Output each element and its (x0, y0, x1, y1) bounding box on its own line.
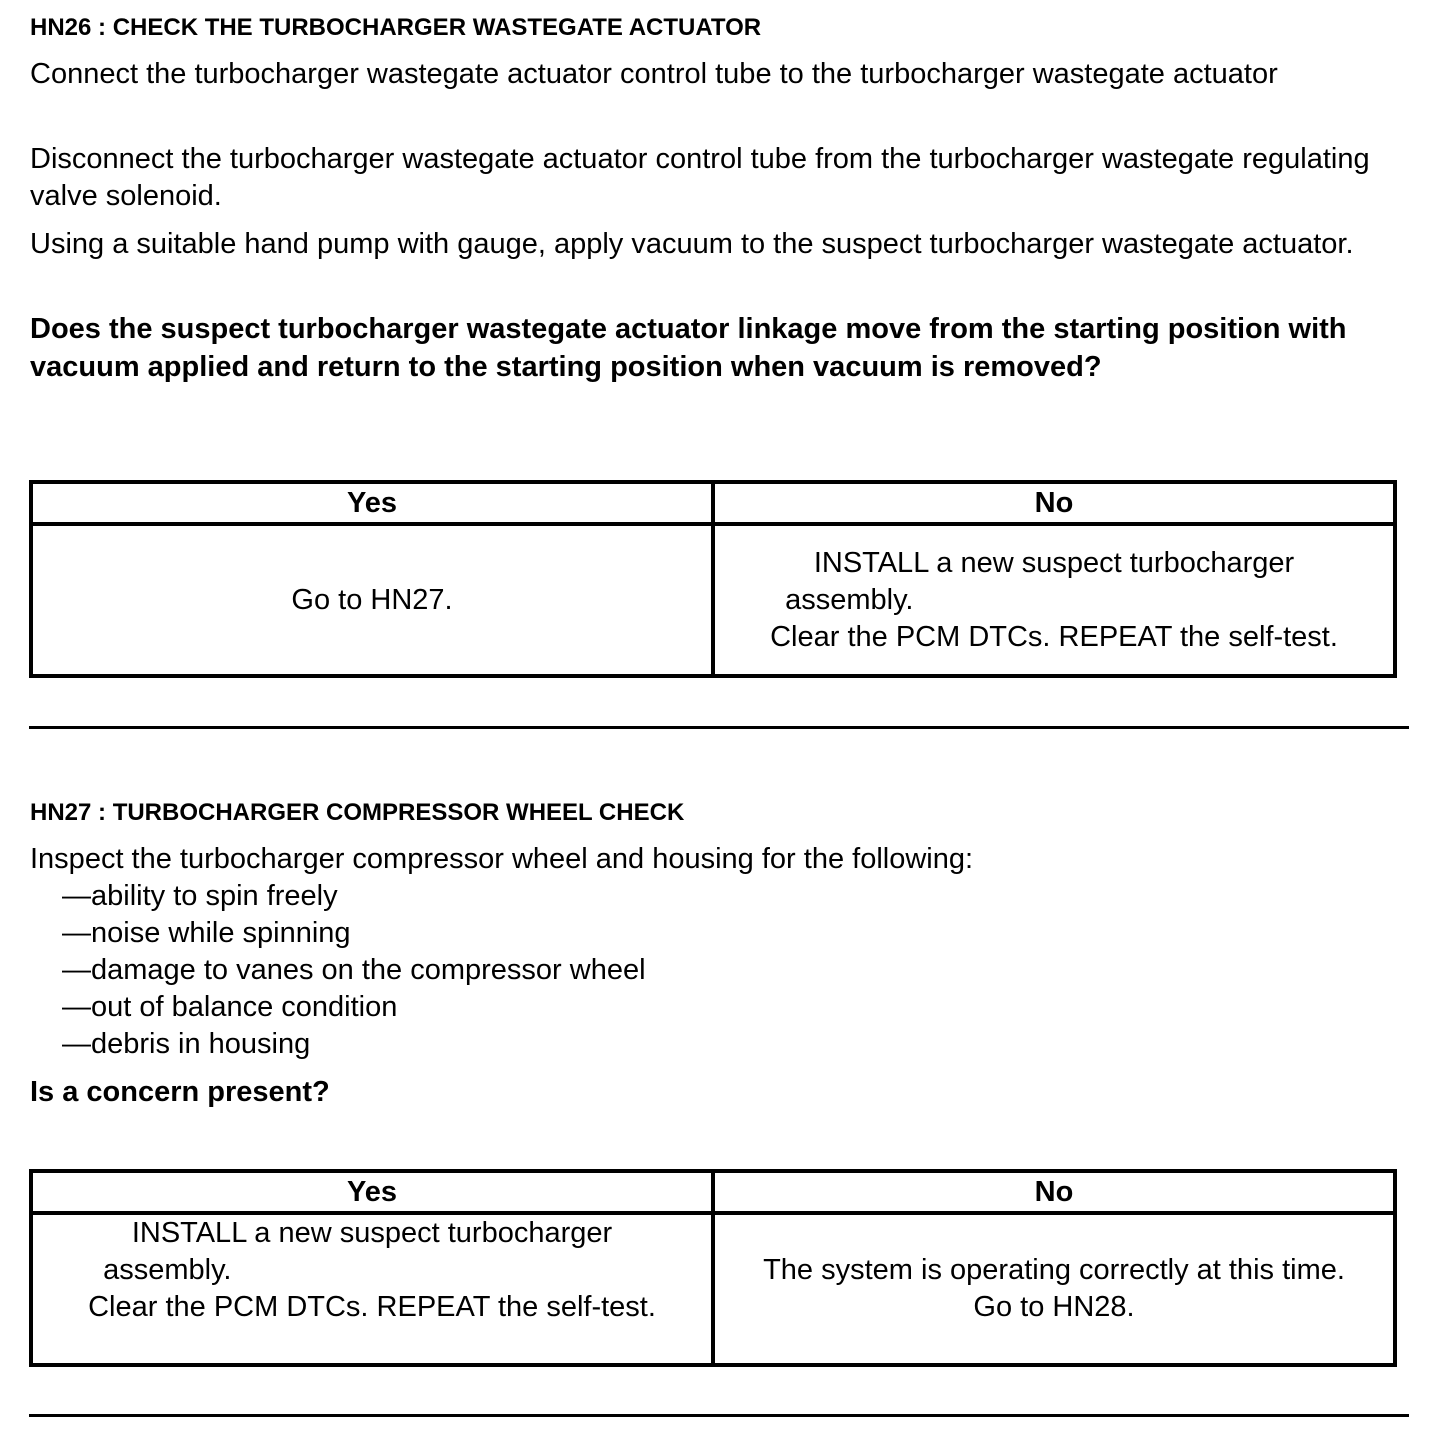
hn27-question: Is a concern present? (30, 1076, 330, 1108)
yes-cell-text (88, 1215, 656, 1326)
yes-line: Go to HN27. (291, 583, 453, 616)
section-divider (29, 726, 1409, 729)
no-cell (713, 524, 1395, 676)
yes-header: Yes (31, 482, 713, 524)
yes-cell-text (291, 582, 452, 619)
hn26-heading: HN26 : CHECK THE TURBOCHARGER WASTEGATE ACTUATOR (30, 14, 762, 41)
no-cell (713, 1213, 1395, 1365)
table-row (31, 1213, 1395, 1365)
no-line: Go to HN28. (973, 1291, 1135, 1323)
hn26-question: Does the suspect turbocharger wastegate actuator linkage move from the starting position with vacuum applied and return to the starting position when vacuum is removed? (30, 313, 1347, 383)
yes-line: INSTALL a new suspect turbocharger (131, 1217, 613, 1249)
table-row (31, 524, 1395, 676)
yes-header: Yes (31, 1171, 713, 1213)
hn26-answer-table (29, 480, 1397, 678)
no-header: No (713, 482, 1395, 524)
no-line: Clear the PCM DTCs. REPEAT the self-test. (770, 620, 1338, 653)
hn26-step-3: Using a suitable hand pump with gauge, apply vacuum to the suspect turbocharger wastegate actuator. (30, 228, 1354, 260)
no-header: No (713, 1171, 1395, 1213)
no-cell-text (770, 545, 1338, 656)
hn26-step-2: Disconnect the turbocharger wastegate actuator control tube from the turbocharger wastegate regulating valve solenoid. (30, 143, 1370, 212)
yes-cell (31, 524, 713, 676)
hn27-answer-table (29, 1169, 1397, 1367)
hn27-intro: Inspect the turbocharger compressor wheel and housing for the following: (30, 843, 974, 875)
yes-cell (31, 1213, 713, 1365)
table-header-row (31, 1171, 1395, 1213)
no-line: assembly. (785, 583, 914, 616)
yes-line: Clear the PCM DTCs. REPEAT the self-test. (88, 1291, 656, 1323)
list-item: —damage to vanes on the compressor wheel (62, 954, 646, 986)
hn27-check-list (62, 878, 646, 1063)
list-item: —ability to spin freely (62, 880, 338, 912)
yes-line: assembly. (103, 1254, 232, 1286)
no-cell-text (763, 1252, 1345, 1326)
section-divider (29, 1414, 1409, 1417)
hn27-heading: HN27 : TURBOCHARGER COMPRESSOR WHEEL CHECK (30, 799, 685, 826)
list-item: —noise while spinning (62, 917, 351, 949)
no-line: The system is operating correctly at this time. (763, 1254, 1345, 1286)
table-header-row (31, 482, 1395, 524)
no-line: INSTALL a new suspect turbocharger (813, 546, 1295, 579)
list-item: —debris in housing (62, 1028, 311, 1060)
list-item: —out of balance condition (62, 991, 398, 1023)
hn26-step-1: Connect the turbocharger wastegate actuator control tube to the turbocharger wastegate actuator (30, 58, 1278, 90)
